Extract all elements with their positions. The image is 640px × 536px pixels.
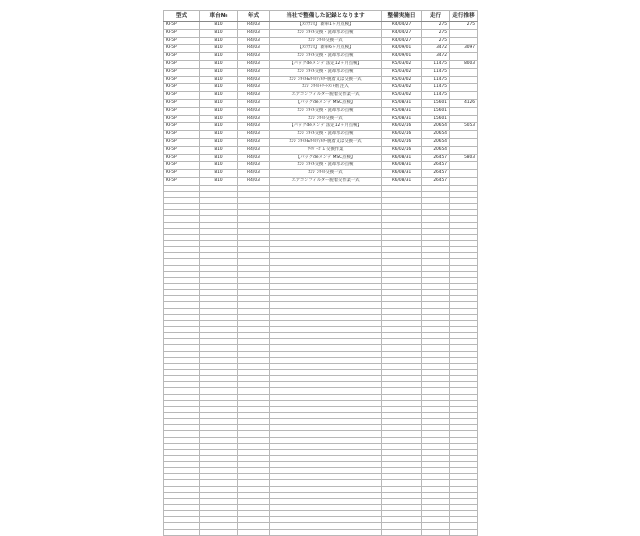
cell-mileage: 20654 [422,146,450,154]
cell-record: 【パックdeメンテ 法定12ヶ月点検】 [270,123,382,131]
cell-date: R4/09/01 [382,45,422,53]
cell-date: R6/02/16 [382,123,422,131]
cell-type: KF5P [164,76,200,84]
cell-record: ﾜｲﾊﾟｰｺﾞﾑ 交換作業 [270,146,382,154]
cell-type: KF5P [164,131,200,139]
header-date: 整備実施日 [382,11,422,22]
cell-type: KF5P [164,154,200,162]
cell-record: ｴﾝｼﾞﾝｵｲﾙ交換・洗却水の点検 [270,107,382,115]
cell-record: 【ﾒﾝﾃﾅﾝｽ】 新車1ヶ月点検】 [270,22,382,30]
table-row [164,37,478,45]
cell-record: 【パックdeメンテ MSC点検】 [270,154,382,162]
cell-type: KF5P [164,92,200,100]
cell-mileage: 3472 [422,53,450,61]
cell-date: R5/08/31 [382,99,422,107]
header-row [164,11,478,22]
cell-mileage: 20654 [422,131,450,139]
cell-type: KF5P [164,45,200,53]
cell-record: ｴﾝｼﾞﾝｵｲﾙ&ｵｲﾙﾌｨﾙﾀｰ脱着又は交換一式 [270,138,382,146]
maintenance-record-table [163,10,478,536]
cell-mileage: 11475 [422,92,450,100]
header-mileage-trend: 走行推移 [450,11,478,22]
cell-date: R6/08/31 [382,170,422,178]
empty-cell [200,529,238,535]
empty-cell [270,529,382,535]
cell-chassis-no: 810 [200,138,238,146]
cell-model-year: R4/03 [238,107,270,115]
empty-cell [382,529,422,535]
cell-type: KF5P [164,123,200,131]
cell-model-year: R4/03 [238,170,270,178]
cell-record: エアコンフィルター脱着交作業一式 [270,92,382,100]
cell-date: R4/04/27 [382,29,422,37]
header-mileage: 走行 [422,11,450,22]
empty-cell [422,529,450,535]
header-type: 型式 [164,11,200,22]
cell-mileage: 11475 [422,84,450,92]
cell-mileage-trend [450,53,478,61]
cell-mileage: 26457 [422,162,450,170]
cell-mileage-trend: 3097 [450,45,478,53]
cell-date: R5/03/02 [382,92,422,100]
cell-mileage: 20654 [422,138,450,146]
table-row [164,53,478,61]
header-model-year: 年式 [238,11,270,22]
cell-mileage-trend [450,115,478,123]
table-row [164,162,478,170]
cell-mileage: 15601 [422,107,450,115]
table-body [164,22,478,536]
empty-cell [164,529,200,535]
cell-record: ｴﾝｼﾞﾝｵｲﾙ交換・洗却水の点検 [270,162,382,170]
cell-chassis-no: 810 [200,170,238,178]
table-row [164,76,478,84]
header-chassis-no: 車台№ [200,11,238,22]
cell-mileage-trend [450,29,478,37]
cell-date: R5/08/31 [382,107,422,115]
cell-record: ｴﾝｼﾞﾝｵｲﾙ交換・洗却水の点検 [270,29,382,37]
maintenance-record-sheet [163,10,477,536]
cell-mileage: 11475 [422,60,450,68]
cell-date: R5/03/02 [382,68,422,76]
cell-model-year: R4/03 [238,123,270,131]
cell-type: KF5P [164,146,200,154]
cell-model-year: R4/03 [238,22,270,30]
cell-chassis-no: 810 [200,123,238,131]
cell-type: KF5P [164,68,200,76]
cell-chassis-no: 810 [200,92,238,100]
cell-mileage-trend [450,177,478,185]
cell-model-year: R4/03 [238,84,270,92]
cell-model-year: R4/03 [238,146,270,154]
cell-mileage: 20654 [422,123,450,131]
empty-row [164,529,478,535]
table-row [164,154,478,162]
cell-record: ｴﾝｼﾞﾝｵｲﾙ交換・洗却水の点検 [270,131,382,139]
cell-record: ｴﾝｼﾞﾝｵｲﾙ交換・洗却水の点検 [270,68,382,76]
cell-mileage-trend: 5803 [450,154,478,162]
cell-model-year: R4/03 [238,68,270,76]
cell-record: 【ﾒﾝﾃﾅﾝｽ】 新車6ヶ月点検】 [270,45,382,53]
cell-type: KF5P [164,29,200,37]
cell-chassis-no: 810 [200,76,238,84]
cell-type: KF5P [164,53,200,61]
cell-mileage: 15601 [422,99,450,107]
table-row [164,45,478,53]
cell-mileage-trend [450,138,478,146]
cell-mileage: 3472 [422,45,450,53]
cell-chassis-no: 810 [200,45,238,53]
cell-model-year: R4/03 [238,37,270,45]
cell-mileage-trend [450,146,478,154]
cell-mileage-trend [450,84,478,92]
cell-date: R6/08/31 [382,154,422,162]
cell-mileage: 15601 [422,115,450,123]
cell-date: R6/08/31 [382,177,422,185]
cell-date: R5/03/02 [382,84,422,92]
cell-mileage-trend: 4126 [450,99,478,107]
header-record: 当社で整備した記録となります [270,11,382,22]
cell-model-year: R4/03 [238,45,270,53]
cell-type: KF5P [164,60,200,68]
cell-model-year: R4/03 [238,162,270,170]
cell-date: R5/08/31 [382,115,422,123]
table-row [164,170,478,178]
cell-chassis-no: 810 [200,37,238,45]
table-row [164,177,478,185]
cell-mileage-trend: 5053 [450,123,478,131]
cell-record: 【パックdeメンテ MSC点検】 [270,99,382,107]
cell-mileage: 275 [422,29,450,37]
cell-model-year: R4/03 [238,76,270,84]
cell-mileage-trend [450,37,478,45]
cell-mileage-trend: 8003 [450,60,478,68]
cell-mileage-trend: 275 [450,22,478,30]
cell-date: R6/02/16 [382,131,422,139]
table-row [164,84,478,92]
cell-date: R5/03/02 [382,60,422,68]
cell-model-year: R4/03 [238,53,270,61]
cell-type: KF5P [164,138,200,146]
cell-chassis-no: 810 [200,22,238,30]
cell-record: 【パックdeメンテ 法定12ヶ月点検】 [270,60,382,68]
cell-chassis-no: 810 [200,115,238,123]
cell-model-year: R4/03 [238,115,270,123]
cell-chassis-no: 810 [200,68,238,76]
cell-type: KF5P [164,170,200,178]
cell-date: R4/04/27 [382,37,422,45]
cell-chassis-no: 810 [200,177,238,185]
cell-chassis-no: 810 [200,99,238,107]
cell-mileage: 275 [422,37,450,45]
cell-mileage: 11475 [422,68,450,76]
cell-model-year: R4/03 [238,154,270,162]
table-row [164,60,478,68]
cell-mileage: 11475 [422,76,450,84]
cell-record: ｴﾝｼﾞﾝｵｲﾙ交換一式 [270,170,382,178]
cell-model-year: R4/03 [238,138,270,146]
cell-mileage: 26457 [422,170,450,178]
cell-date: R4/04/27 [382,22,422,30]
cell-type: KF5P [164,162,200,170]
cell-record: エアコンフィルター脱着交作業一式 [270,177,382,185]
cell-record: ｴﾝｼﾞﾝｵｲﾙ交換・洗却水の点検 [270,53,382,61]
cell-model-year: R4/03 [238,131,270,139]
cell-chassis-no: 810 [200,154,238,162]
cell-type: KF5P [164,84,200,92]
cell-mileage: 26457 [422,154,450,162]
cell-type: KF5P [164,115,200,123]
cell-date: R4/09/01 [382,53,422,61]
empty-cell [450,529,478,535]
cell-chassis-no: 810 [200,60,238,68]
cell-date: R6/08/31 [382,162,422,170]
table-row [164,131,478,139]
cell-model-year: R4/03 [238,60,270,68]
cell-chassis-no: 810 [200,84,238,92]
cell-chassis-no: 810 [200,162,238,170]
table-row [164,22,478,30]
cell-chassis-no: 810 [200,107,238,115]
cell-mileage-trend [450,162,478,170]
cell-type: KF5P [164,37,200,45]
cell-date: R5/03/02 [382,76,422,84]
cell-mileage-trend [450,170,478,178]
cell-model-year: R4/03 [238,29,270,37]
cell-record: ｴﾝｼﾞﾝｵｲﾙ交換一式 [270,115,382,123]
cell-chassis-no: 810 [200,29,238,37]
cell-chassis-no: 810 [200,53,238,61]
cell-mileage: 26457 [422,177,450,185]
cell-mileage: 275 [422,22,450,30]
cell-type: KF5P [164,107,200,115]
cell-model-year: R4/03 [238,92,270,100]
cell-date: R6/02/16 [382,138,422,146]
cell-type: KF5P [164,99,200,107]
cell-record: ｴﾝｼﾞﾝｵｲﾙ&ｵｲﾙﾌｨﾙﾀｰ脱着又は交換一式 [270,76,382,84]
empty-cell [238,529,270,535]
cell-mileage-trend [450,107,478,115]
cell-mileage-trend [450,92,478,100]
cell-model-year: R4/03 [238,99,270,107]
table-row [164,146,478,154]
table-row [164,138,478,146]
cell-chassis-no: 810 [200,146,238,154]
cell-record: ｴﾝｼﾞﾝｵｲﾙﾄﾘｰﾄﾒﾝﾄ剤 注入 [270,84,382,92]
cell-model-year: R4/03 [238,177,270,185]
cell-chassis-no: 810 [200,131,238,139]
table-row [164,29,478,37]
table-row [164,68,478,76]
table-row [164,115,478,123]
table-row [164,123,478,131]
table-row [164,99,478,107]
cell-mileage-trend [450,131,478,139]
cell-mileage-trend [450,76,478,84]
cell-mileage-trend [450,68,478,76]
cell-type: KF5P [164,177,200,185]
cell-type: KF5P [164,22,200,30]
table-row [164,107,478,115]
cell-record: ｴﾝｼﾞﾝｵｲﾙ交換一式 [270,37,382,45]
cell-date: R6/02/16 [382,146,422,154]
table-row [164,92,478,100]
